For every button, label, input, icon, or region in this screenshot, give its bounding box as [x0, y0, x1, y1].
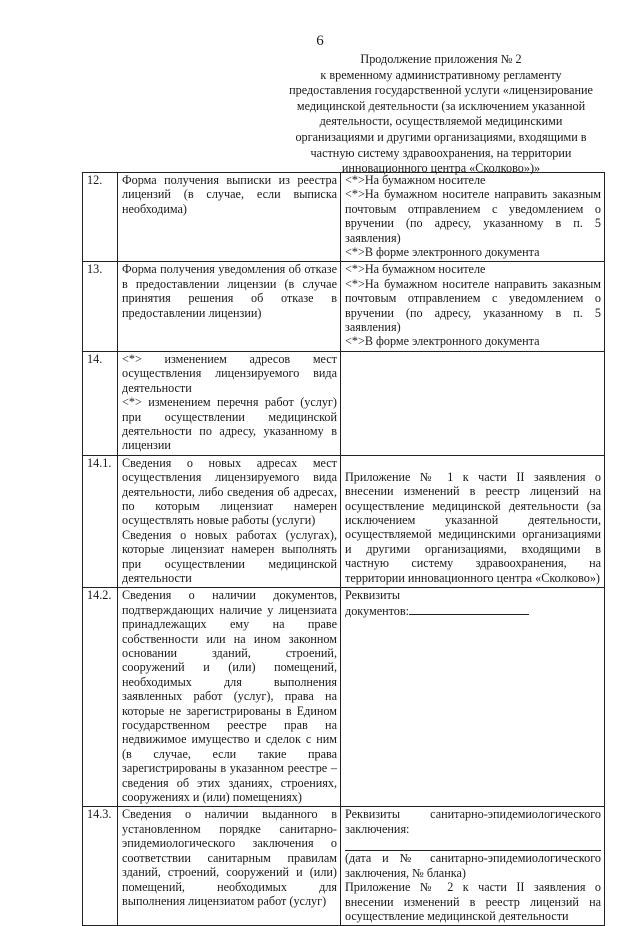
row-number: 14.3.: [83, 807, 118, 926]
conclusion-hint: (дата и № санитарно-эпидемиологического заключения, № бланка): [345, 851, 601, 880]
new-works-text: Сведения о новых работах (услугах), которые лицензиат намерен выполнять при осуществлении медицинской деятельности: [122, 527, 337, 585]
row-reference: [341, 455, 605, 588]
table-row: [83, 173, 605, 262]
row-description: [118, 351, 341, 455]
documents-field[interactable]: [345, 603, 601, 618]
option-works-change[interactable]: <*> изменением перечня работ (услуг) при осуществлении медицинской деятельности по адресу, указанному в лицензии: [122, 395, 337, 453]
option-address-change[interactable]: <*> изменением адресов мест осуществления лицензируемого вида деятельности: [122, 351, 337, 395]
row-number: 13.: [83, 262, 118, 351]
header-line: медицинской деятельности (за исключением указанной: [296, 98, 586, 113]
documents-blank-line[interactable]: [409, 603, 529, 615]
conclusion-blank-line[interactable]: [345, 837, 601, 851]
header-line: Продолжение приложения № 2: [360, 52, 522, 66]
row-empty-cell: [341, 351, 605, 455]
option-paper[interactable]: <*>На бумажном носителе: [345, 262, 486, 277]
page-number: 6: [316, 33, 324, 49]
appendix-2-reference: Приложение № 2 к части II заявления о внесении изменений в реестр лицензий на осуществление медицинской деятельности: [345, 880, 601, 923]
option-paper-mail[interactable]: <*>На бумажном носителе направить заказным почтовым отправлением с уведомлением о вручении (по адресу, указанному в п. 5 заявления): [345, 187, 601, 245]
header-line: предоставления государственной услуги «лицензирование: [289, 83, 593, 98]
header-line: частную систему здравоохранения, на территории: [310, 145, 572, 160]
header-line: организациями и другими организациями, входящими в: [295, 129, 587, 144]
row-number: 14.2.: [83, 588, 118, 807]
header-line: к временному административному регламенту: [320, 67, 562, 82]
requisites-label: Реквизиты: [345, 588, 401, 603]
row-description: Сведения о наличии документов, подтверждающих наличие у лицензиата принадлежащих ему на праве собственности или на ином законном основании зданий, строений, сооружений и (или) помещений, необходимых для выполнения заявленных работ (услуг), права на которые не зарегистрированы в Едином государственном реестре прав на недвижимое имущество и сделок с ним (в случае, если такие права зарегистрированы в указанном реестре – сведения об этих зданиях, строениях, сооружениях и (или) помещениях): [118, 588, 341, 807]
header-line: деятельности, осуществляемой медицинскими: [319, 114, 563, 129]
row-description: Форма получения уведомления об отказе в предоставлении лицензии (в случае принятия решения об отказе в предоставлении лицензии): [118, 262, 341, 351]
conclusion-label: Реквизиты санитарно-эпидемиологического заключения:: [345, 807, 601, 836]
table-row: [83, 455, 605, 588]
option-electronic[interactable]: <*>В форме электронного документа: [345, 334, 540, 349]
document-header: [276, 52, 606, 177]
row-description: [118, 455, 341, 588]
table-row: [83, 262, 605, 351]
appendix-reference: Приложение № 1 к части II заявления о внесении изменений в реестр лицензий на осуществление медицинской деятельности (за исключением указанной деятельности, осуществляемой медицинскими организациями и другими организациями, входящими в частную систему здравоохранения, на территории инновационного центра «Сколково»): [345, 469, 601, 585]
documents-label: документов:: [345, 603, 410, 618]
header-line: инновационного центра «Сколково»)»: [341, 161, 541, 176]
row-number: 14.: [83, 351, 118, 455]
row-options: [341, 173, 605, 262]
option-electronic[interactable]: <*>В форме электронного документа: [345, 245, 540, 260]
table-row: [83, 588, 605, 807]
row-description: Сведения о наличии выданного в установленном порядке санитарно-эпидемиологического заключения о соответствии санитарным правилам зданий, строений, сооружений и (или) помещений, необходимых для выполнения лицензиатом работ (услуг): [118, 807, 341, 926]
row-description: Форма получения выписки из реестра лицензий (в случае, если выписка необходима): [118, 173, 341, 262]
row-requisites: [341, 588, 605, 807]
row-number: 12.: [83, 173, 118, 262]
option-paper[interactable]: <*>На бумажном носителе: [345, 173, 486, 187]
option-paper-mail[interactable]: <*>На бумажном носителе направить заказным почтовым отправлением с уведомлением о вручении (по адресу, указанному в п. 5 заявления): [345, 276, 601, 335]
application-table: [82, 172, 605, 926]
new-addresses-text: Сведения о новых адресах мест осуществления лицензируемого вида деятельности, либо сведения об адресах, по которым лицензиат намерен осуществлять новые работы (услуги): [122, 455, 337, 528]
table-row: [83, 351, 605, 455]
row-options: [341, 262, 605, 351]
row-number: 14.1.: [83, 455, 118, 588]
table-row: [83, 807, 605, 926]
row-requisites: [341, 807, 605, 926]
